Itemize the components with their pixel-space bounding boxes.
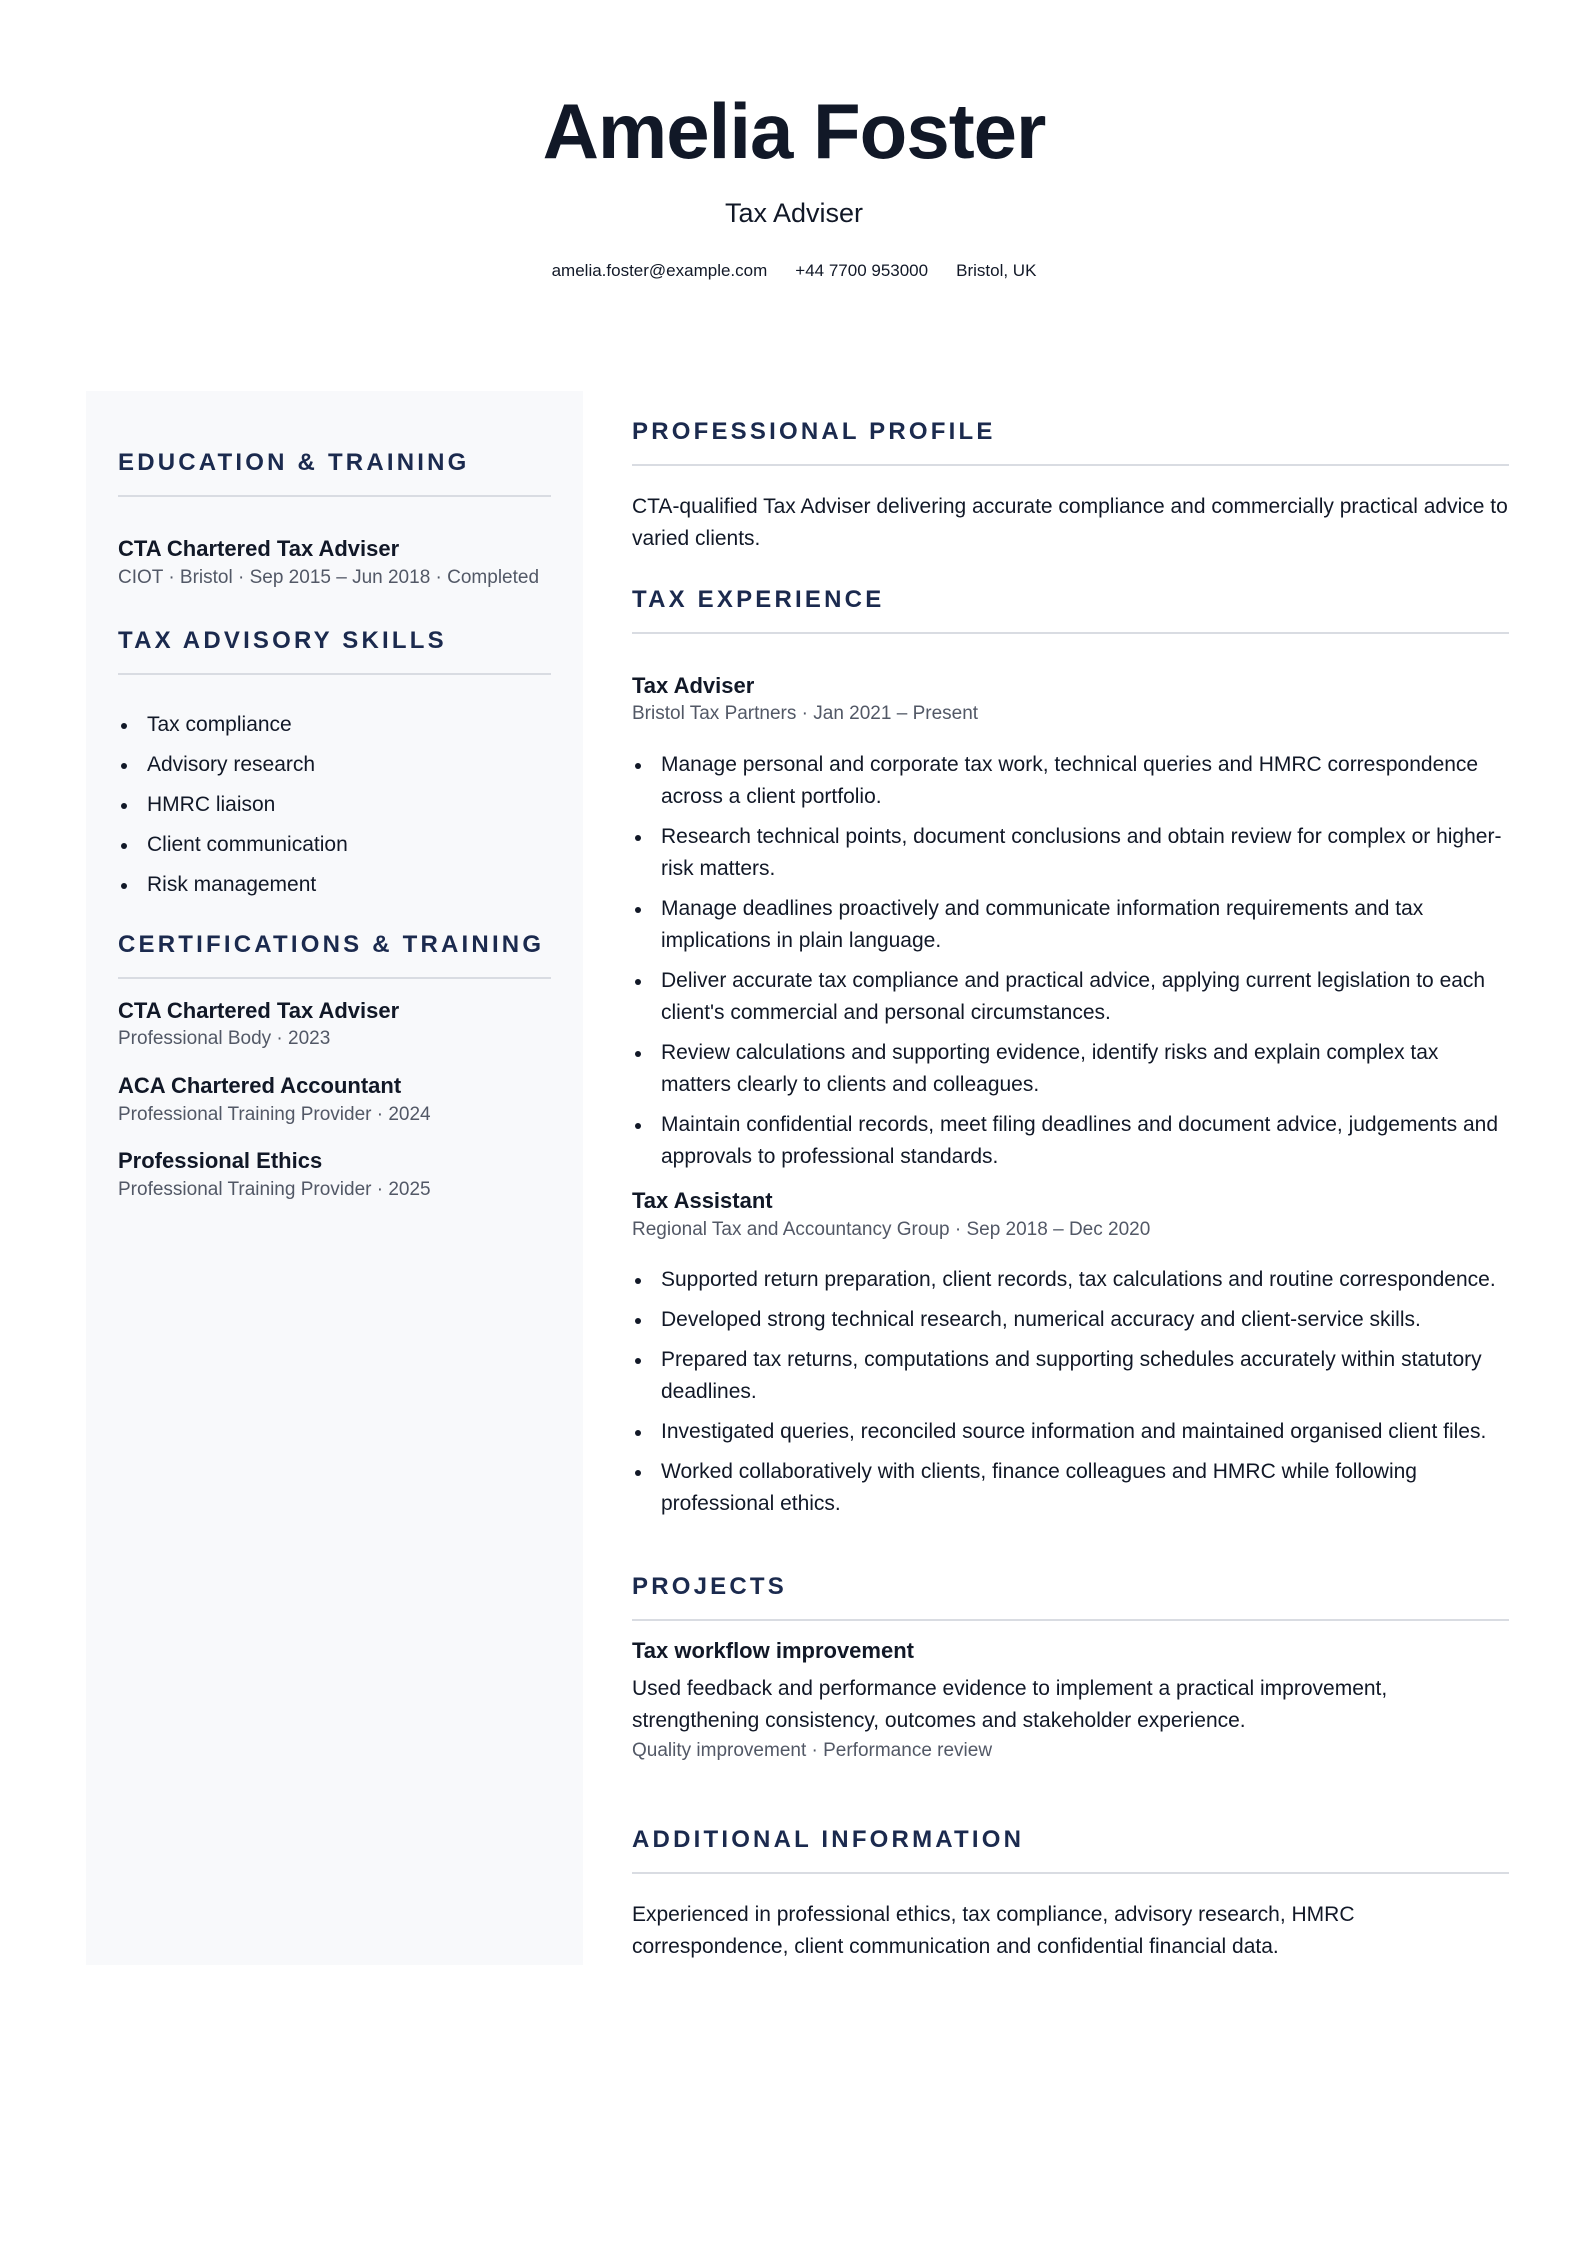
- additional-section: [632, 1826, 1509, 1963]
- projects-section: [632, 1573, 1509, 1764]
- education-section: [118, 449, 551, 591]
- section-divider: [632, 1872, 1509, 1874]
- job-bullets: [632, 1264, 1509, 1520]
- certification-title: CTA Chartered Tax Adviser: [118, 997, 400, 1023]
- sidebar: [86, 391, 583, 1965]
- education-entry: [118, 535, 551, 591]
- skill-item: Risk management: [118, 865, 551, 905]
- section-divider: [118, 495, 551, 497]
- job-title: Tax Adviser: [724, 198, 864, 228]
- job-bullet: Review calculations and supporting evidence, identify risks and explain complex tax matters clearly to clients and colleagues.: [632, 1037, 1509, 1101]
- education-title: CTA Chartered Tax Adviser: [118, 535, 400, 561]
- candidate-name: Amelia Foster: [542, 87, 1046, 175]
- education-meta: CIOT · Bristol · Sep 2015 – Jun 2018 · Completed: [118, 567, 540, 589]
- additional-text: Experienced in professional ethics, tax compliance, advisory research, HMRC correspondence, client communication and confidential financial data.: [632, 1902, 1355, 1958]
- section-divider: [632, 464, 1509, 466]
- skills-list: [118, 705, 551, 905]
- job-title: Tax Assistant: [632, 1188, 773, 1214]
- job-title: Tax Adviser: [632, 672, 755, 698]
- skill-item: HMRC liaison: [118, 785, 551, 825]
- certifications-section: [118, 931, 551, 1203]
- section-heading-experience: TAX EXPERIENCE: [632, 586, 885, 613]
- job-entry: [632, 1187, 1509, 1520]
- certification-meta: Professional Training Provider · 2025: [118, 1178, 431, 1200]
- job-bullet: Manage deadlines proactively and communicate information requirements and tax implications in plain language.: [632, 893, 1509, 957]
- section-heading-education: EDUCATION & TRAINING: [118, 449, 470, 476]
- section-heading-additional: ADDITIONAL INFORMATION: [632, 1826, 1025, 1853]
- skill-item: Client communication: [118, 825, 551, 865]
- job-bullets: [632, 749, 1509, 1173]
- certification-title: ACA Chartered Accountant: [118, 1073, 402, 1099]
- job-bullet: Developed strong technical research, numerical accuracy and client-service skills.: [632, 1304, 1509, 1336]
- profile-summary: CTA-qualified Tax Adviser delivering accurate compliance and commercially practical advice to varied clients.: [632, 494, 1508, 550]
- job-meta: Regional Tax and Accountancy Group · Sep 2018 – Dec 2020: [632, 1218, 1151, 1240]
- job-bullet: Prepared tax returns, computations and supporting schedules accurately within statutory deadlines.: [632, 1344, 1509, 1408]
- experience-section: [632, 586, 1509, 1528]
- job-bullet: Manage personal and corporate tax work, technical queries and HMRC correspondence across a client portfolio.: [632, 749, 1509, 813]
- job-entry: [632, 672, 1509, 1173]
- project-tags: Quality improvement · Performance review: [632, 1740, 993, 1762]
- skill-item: Advisory research: [118, 745, 551, 785]
- phone-text: +44 7700 953000: [795, 261, 929, 280]
- certification-title: Professional Ethics: [118, 1148, 323, 1174]
- location-text: Bristol, UK: [956, 261, 1037, 280]
- project-title: Tax workflow improvement: [632, 1637, 914, 1663]
- email-text: amelia.foster@example.com: [551, 261, 768, 280]
- job-bullet: Investigated queries, reconciled source information and maintained organised client files.: [632, 1416, 1509, 1448]
- certification-meta: Professional Training Provider · 2024: [118, 1103, 431, 1125]
- section-divider: [632, 632, 1509, 634]
- certification-meta: Professional Body · 2023: [118, 1028, 331, 1050]
- job-bullet: Worked collaboratively with clients, finance colleagues and HMRC while following professional ethics.: [632, 1456, 1509, 1520]
- job-bullet: Deliver accurate tax compliance and practical advice, applying current legislation to each client's commercial and personal circumstances.: [632, 965, 1509, 1029]
- job-bullet: Maintain confidential records, meet filing deadlines and document advice, judgements and approvals to professional standards.: [632, 1109, 1509, 1173]
- contact-line: [0, 261, 1588, 281]
- section-divider: [118, 673, 551, 675]
- section-heading-skills: TAX ADVISORY SKILLS: [118, 627, 447, 654]
- certification-entry: [118, 997, 551, 1052]
- section-heading-certifications: CERTIFICATIONS & TRAINING: [118, 931, 545, 958]
- section-divider: [118, 977, 551, 979]
- profile-section: [632, 418, 1509, 555]
- skill-item: Tax compliance: [118, 705, 551, 745]
- skills-section: [118, 627, 551, 905]
- section-heading-profile: PROFESSIONAL PROFILE: [632, 418, 996, 445]
- project-description: Used feedback and performance evidence to implement a practical improvement, strengthening consistency, outcomes and stakeholder experience.: [632, 1677, 1388, 1733]
- job-bullet: Supported return preparation, client records, tax calculations and routine correspondence.: [632, 1264, 1509, 1296]
- certification-entry: [118, 1072, 551, 1127]
- section-divider: [632, 1619, 1509, 1621]
- job-meta: Bristol Tax Partners · Jan 2021 – Present: [632, 703, 979, 725]
- job-bullet: Research technical points, document conclusions and obtain review for complex or higher-risk matters.: [632, 821, 1509, 885]
- section-heading-projects: PROJECTS: [632, 1573, 787, 1600]
- certification-entry: [118, 1147, 551, 1202]
